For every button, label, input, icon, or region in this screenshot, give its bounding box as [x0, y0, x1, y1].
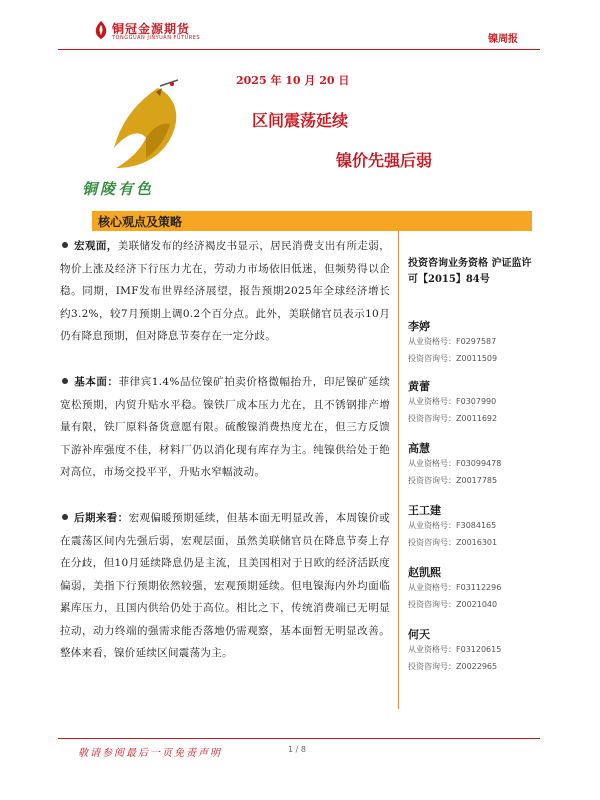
company-logo-icon — [92, 20, 110, 40]
license-heading: 投资咨询业务资格 沪证监许可【2015】84号 — [408, 258, 532, 285]
report-title: 区间震荡延续 — [252, 111, 349, 130]
bullet-icon — [62, 514, 68, 520]
paragraph-macro — [60, 235, 390, 348]
footer-divider — [58, 738, 540, 739]
paragraph-lead: 基本面： — [74, 376, 119, 388]
paragraph-lead: 宏观面， — [74, 240, 118, 252]
paragraph-body: 菲律宾1.4%品位镍矿拍卖价格微幅抬升，印尼镍矿延续宽松预期，内贸升贴水平稳。镍铁厂成本压力尤在，且不锈钢排产增量有限，铁厂原料备货意愿有限。硫酸镍消费热度尤在，但三方反馈下游补库强度不佳，材料厂仍以消化现有库存为主。纯镍供给处于绝对高位，市场交投平平，升贴水窄幅波动。 — [60, 376, 390, 478]
analyst-credentials: 从业资格号：F0297587 投资咨询号：Z0011509 — [408, 337, 498, 363]
paragraph-outlook — [60, 507, 390, 665]
page-number: 1 / 8 — [288, 745, 306, 754]
bullet-icon — [62, 242, 68, 248]
paragraph-body: 宏观偏暖预期延续，但基本面无明显改善，本周镍价或在震荡区间内先强后弱，宏观层面，虽然美联储官员在降息节奏上存在分歧，但10月延续降息仍是主流，且美国相对于日欧的经济活跃度偏弱，美指下行预期依然较强，宏观预期延续。但电镍海内外均面临累库压力，且国内供给仍处于高位。相比之下，传统消费端已无明显拉动，动力终端的强需求能否落地仍需观察，基本面暂无明显改善。整体来看，镍价延续区间震荡为主。 — [60, 512, 391, 659]
report-date: 2025 年 10 月 20 日 — [236, 74, 350, 87]
emblem-icon — [100, 78, 200, 178]
company-name-en: TONGGUAN JINYUAN FUTURES — [112, 35, 201, 41]
analyst-credentials: 从业资格号：F03120615 投资咨询号：Z0022965 — [408, 645, 502, 671]
section-title: 核心观点及策略 — [98, 215, 183, 229]
analyst-name: 何天 — [408, 628, 430, 641]
report-subtitle: 镍价先强后弱 — [336, 151, 433, 170]
analyst-credentials: 从业资格号：F03112296 投资咨询号：Z0021040 — [408, 583, 502, 609]
report-type: 镍周报 — [488, 34, 518, 45]
paragraph-fundamentals — [60, 371, 390, 484]
analyst-name: 赵凯熙 — [408, 566, 441, 579]
bullet-icon — [62, 378, 68, 384]
analyst-credentials: 从业资格号：F0307990 投资咨询号：Z0011692 — [408, 397, 498, 423]
emblem-calligraphy: 铜陵有色 — [82, 180, 155, 198]
analyst-name: 王工建 — [408, 504, 441, 517]
analyst-name: 李婷 — [408, 320, 430, 333]
disclaimer-note: 敬请参阅最后一页免责声明 — [78, 748, 222, 759]
paragraph-body: 美联储发布的经济褐皮书显示，居民消费支出有所走弱，物价上涨及经济下行压力尤在，劳动力市场依旧低迷，但频势得以企稳。同期，IMF发布世界经济展望，报告预期2025年全球经济增长约3.2%，较7月预期上调0.2个百分点。此外，美联储官员表示10月仍有降息预期，但对降息节奏存在一定分歧。 — [60, 240, 391, 342]
paragraph-lead: 后期来看： — [74, 512, 129, 524]
analyst-credentials: 从业资格号：F03099478 投资咨询号：Z0017785 — [408, 459, 502, 485]
header-divider — [58, 49, 540, 50]
analyst-name: 高慧 — [408, 442, 430, 455]
company-name-cn: 铜冠金源期货 — [112, 22, 191, 36]
analyst-credentials: 从业资格号：F3084165 投资咨询号：Z0016301 — [408, 521, 498, 547]
sidebar-divider — [398, 231, 399, 709]
analyst-name: 黄蕾 — [408, 380, 430, 393]
